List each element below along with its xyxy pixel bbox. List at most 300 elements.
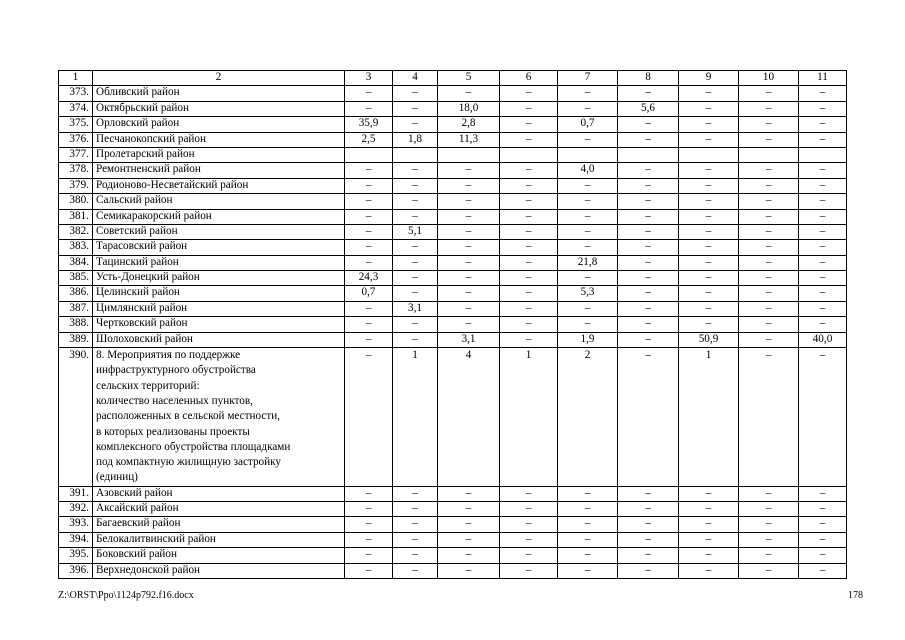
section-description-line: 8. Мероприятия по поддержке bbox=[96, 349, 241, 362]
header-cell: 6 bbox=[500, 71, 558, 86]
value-cell: – bbox=[558, 224, 618, 239]
value-cell: – bbox=[345, 301, 393, 316]
value-cell: – bbox=[393, 563, 438, 578]
value-cell: – bbox=[393, 532, 438, 547]
value-cell: – bbox=[345, 224, 393, 239]
value-cell: 21,8 bbox=[558, 255, 618, 270]
row-number: 387. bbox=[59, 301, 93, 316]
value-cell: – bbox=[393, 240, 438, 255]
value-cell: – bbox=[345, 348, 393, 487]
value-cell: – bbox=[500, 271, 558, 286]
value-cell: – bbox=[558, 532, 618, 547]
district-name: Советский район bbox=[93, 224, 345, 239]
district-name: Орловский район bbox=[93, 117, 345, 132]
district-name: Верхнедонской район bbox=[93, 563, 345, 578]
page-number: 178 bbox=[848, 590, 863, 601]
row-number: 390. bbox=[59, 348, 93, 487]
value-cell bbox=[739, 147, 799, 162]
value-cell: – bbox=[558, 301, 618, 316]
value-cell: – bbox=[739, 532, 799, 547]
value-cell: – bbox=[739, 194, 799, 209]
value-cell: 4,0 bbox=[558, 163, 618, 178]
value-cell: – bbox=[438, 532, 500, 547]
value-cell: 2 bbox=[558, 348, 618, 487]
value-cell: – bbox=[799, 86, 847, 101]
row-number: 395. bbox=[59, 548, 93, 563]
value-cell: – bbox=[438, 301, 500, 316]
value-cell: – bbox=[799, 163, 847, 178]
district-name: Родионово-Несветайский район bbox=[93, 178, 345, 193]
value-cell: – bbox=[739, 209, 799, 224]
district-name: Целинский район bbox=[93, 286, 345, 301]
value-cell: – bbox=[558, 271, 618, 286]
value-cell: – bbox=[618, 194, 679, 209]
value-cell: – bbox=[500, 286, 558, 301]
value-cell: – bbox=[679, 209, 739, 224]
value-cell: – bbox=[500, 255, 558, 270]
value-cell: – bbox=[438, 271, 500, 286]
value-cell: – bbox=[679, 86, 739, 101]
header-cell: 7 bbox=[558, 71, 618, 86]
value-cell: – bbox=[393, 209, 438, 224]
row-number: 394. bbox=[59, 532, 93, 547]
row-number: 385. bbox=[59, 271, 93, 286]
value-cell: – bbox=[618, 532, 679, 547]
table-row bbox=[59, 517, 847, 532]
value-cell: – bbox=[679, 117, 739, 132]
value-cell: – bbox=[345, 209, 393, 224]
value-cell: – bbox=[618, 286, 679, 301]
row-number: 382. bbox=[59, 224, 93, 239]
value-cell: 1,9 bbox=[558, 332, 618, 347]
value-cell: – bbox=[345, 86, 393, 101]
value-cell: – bbox=[799, 286, 847, 301]
value-cell: – bbox=[618, 486, 679, 501]
value-cell: 2,8 bbox=[438, 117, 500, 132]
value-cell: – bbox=[345, 240, 393, 255]
section-description-line: под компактную жилищную застройку bbox=[96, 456, 281, 469]
value-cell: 4 bbox=[438, 348, 500, 487]
value-cell: – bbox=[345, 502, 393, 517]
value-cell: – bbox=[558, 486, 618, 501]
value-cell: – bbox=[438, 255, 500, 270]
district-name: Семикаракорский район bbox=[93, 209, 345, 224]
table-row bbox=[59, 286, 847, 301]
value-cell: – bbox=[500, 178, 558, 193]
district-name: Ремонтненский район bbox=[93, 163, 345, 178]
district-name: Аксайский район bbox=[93, 502, 345, 517]
value-cell: – bbox=[739, 178, 799, 193]
value-cell: – bbox=[739, 517, 799, 532]
value-cell: – bbox=[438, 486, 500, 501]
table-body bbox=[59, 71, 847, 579]
value-cell: – bbox=[618, 209, 679, 224]
table-row bbox=[59, 563, 847, 578]
value-cell: – bbox=[393, 486, 438, 501]
header-cell: 10 bbox=[739, 71, 799, 86]
value-cell: – bbox=[438, 224, 500, 239]
value-cell: – bbox=[558, 548, 618, 563]
value-cell: – bbox=[438, 163, 500, 178]
value-cell: 35,9 bbox=[345, 117, 393, 132]
footer-file-path: Z:\ORST\Ppo\1124p792.f16.docx bbox=[58, 590, 194, 601]
value-cell bbox=[500, 147, 558, 162]
value-cell: – bbox=[393, 178, 438, 193]
table-row bbox=[59, 240, 847, 255]
district-name: Сальский район bbox=[93, 194, 345, 209]
value-cell: – bbox=[679, 240, 739, 255]
value-cell: – bbox=[393, 317, 438, 332]
value-cell: – bbox=[739, 286, 799, 301]
value-cell: – bbox=[739, 486, 799, 501]
value-cell: – bbox=[739, 163, 799, 178]
row-number: 393. bbox=[59, 517, 93, 532]
value-cell: – bbox=[739, 101, 799, 116]
value-cell: – bbox=[345, 563, 393, 578]
value-cell: – bbox=[558, 132, 618, 147]
row-number: 373. bbox=[59, 86, 93, 101]
value-cell: – bbox=[799, 101, 847, 116]
value-cell: – bbox=[679, 224, 739, 239]
value-cell: – bbox=[393, 332, 438, 347]
value-cell: – bbox=[500, 209, 558, 224]
value-cell: – bbox=[799, 178, 847, 193]
value-cell: – bbox=[799, 563, 847, 578]
value-cell: – bbox=[799, 548, 847, 563]
value-cell: – bbox=[500, 502, 558, 517]
value-cell: – bbox=[438, 317, 500, 332]
value-cell: – bbox=[739, 224, 799, 239]
value-cell bbox=[438, 147, 500, 162]
value-cell: – bbox=[799, 194, 847, 209]
value-cell: – bbox=[393, 502, 438, 517]
value-cell: – bbox=[618, 548, 679, 563]
header-cell: 2 bbox=[93, 71, 345, 86]
value-cell: – bbox=[393, 163, 438, 178]
value-cell: – bbox=[799, 271, 847, 286]
district-name: Багаевский район bbox=[93, 517, 345, 532]
header-cell: 8 bbox=[618, 71, 679, 86]
value-cell: – bbox=[679, 502, 739, 517]
value-cell: – bbox=[739, 317, 799, 332]
value-cell: – bbox=[679, 163, 739, 178]
table-row bbox=[59, 117, 847, 132]
row-number: 378. bbox=[59, 163, 93, 178]
value-cell: – bbox=[500, 132, 558, 147]
value-cell: – bbox=[799, 132, 847, 147]
district-name: Обливский район bbox=[93, 86, 345, 101]
value-cell: – bbox=[799, 486, 847, 501]
value-cell: 50,9 bbox=[679, 332, 739, 347]
district-name: Шолоховский район bbox=[93, 332, 345, 347]
value-cell: – bbox=[739, 86, 799, 101]
value-cell: – bbox=[438, 286, 500, 301]
value-cell: – bbox=[558, 209, 618, 224]
value-cell: – bbox=[438, 563, 500, 578]
header-cell: 3 bbox=[345, 71, 393, 86]
row-number: 377. bbox=[59, 147, 93, 162]
value-cell: – bbox=[558, 86, 618, 101]
header-cell: 9 bbox=[679, 71, 739, 86]
value-cell bbox=[345, 147, 393, 162]
section-description-line: инфраструктурного обустройства bbox=[96, 364, 256, 377]
value-cell: – bbox=[739, 117, 799, 132]
value-cell: – bbox=[345, 163, 393, 178]
value-cell: – bbox=[558, 240, 618, 255]
value-cell: – bbox=[799, 502, 847, 517]
value-cell: – bbox=[739, 332, 799, 347]
value-cell: – bbox=[500, 532, 558, 547]
value-cell: – bbox=[345, 532, 393, 547]
table-row bbox=[59, 194, 847, 209]
value-cell: – bbox=[679, 286, 739, 301]
district-name: Усть-Донецкий район bbox=[93, 271, 345, 286]
value-cell: – bbox=[438, 209, 500, 224]
value-cell: – bbox=[739, 502, 799, 517]
section-description-line: комплексного обустройства площадками bbox=[96, 440, 291, 453]
district-name: Тацинский район bbox=[93, 255, 345, 270]
value-cell: – bbox=[393, 517, 438, 532]
value-cell: 1 bbox=[500, 348, 558, 487]
value-cell: – bbox=[799, 224, 847, 239]
value-cell: 5,1 bbox=[393, 224, 438, 239]
table-row bbox=[59, 486, 847, 501]
value-cell: – bbox=[438, 548, 500, 563]
value-cell: – bbox=[679, 563, 739, 578]
district-name: Белокалитвинский район bbox=[93, 532, 345, 547]
value-cell: – bbox=[679, 194, 739, 209]
row-number: 396. bbox=[59, 563, 93, 578]
value-cell: – bbox=[679, 255, 739, 270]
header-row bbox=[59, 71, 847, 86]
table-row bbox=[59, 101, 847, 116]
value-cell: 40,0 bbox=[799, 332, 847, 347]
value-cell: – bbox=[679, 132, 739, 147]
value-cell: – bbox=[799, 117, 847, 132]
value-cell: – bbox=[618, 163, 679, 178]
section-description-line: в которых реализованы проекты bbox=[96, 425, 250, 438]
value-cell: – bbox=[438, 194, 500, 209]
value-cell: 24,3 bbox=[345, 271, 393, 286]
table-row bbox=[59, 532, 847, 547]
value-cell: – bbox=[345, 317, 393, 332]
value-cell: – bbox=[679, 486, 739, 501]
table-row bbox=[59, 163, 847, 178]
value-cell: – bbox=[739, 271, 799, 286]
header-cell: 4 bbox=[393, 71, 438, 86]
row-number: 386. bbox=[59, 286, 93, 301]
value-cell: – bbox=[739, 348, 799, 487]
value-cell: – bbox=[679, 517, 739, 532]
value-cell: – bbox=[500, 224, 558, 239]
value-cell: – bbox=[345, 101, 393, 116]
value-cell bbox=[799, 147, 847, 162]
table-row bbox=[59, 332, 847, 347]
value-cell: – bbox=[558, 317, 618, 332]
value-cell: – bbox=[393, 548, 438, 563]
row-number: 376. bbox=[59, 132, 93, 147]
row-number: 374. bbox=[59, 101, 93, 116]
value-cell: – bbox=[618, 224, 679, 239]
value-cell: – bbox=[345, 178, 393, 193]
value-cell: – bbox=[679, 532, 739, 547]
value-cell: 5,3 bbox=[558, 286, 618, 301]
value-cell: – bbox=[500, 101, 558, 116]
value-cell: – bbox=[558, 502, 618, 517]
value-cell: – bbox=[438, 178, 500, 193]
value-cell: – bbox=[799, 517, 847, 532]
row-number: 388. bbox=[59, 317, 93, 332]
value-cell: – bbox=[618, 255, 679, 270]
value-cell: – bbox=[500, 332, 558, 347]
value-cell: – bbox=[393, 194, 438, 209]
value-cell: – bbox=[739, 255, 799, 270]
row-number: 381. bbox=[59, 209, 93, 224]
value-cell: – bbox=[500, 194, 558, 209]
value-cell: – bbox=[679, 101, 739, 116]
row-number: 383. bbox=[59, 240, 93, 255]
table-row bbox=[59, 502, 847, 517]
value-cell: – bbox=[393, 286, 438, 301]
value-cell: – bbox=[393, 271, 438, 286]
value-cell: – bbox=[618, 271, 679, 286]
value-cell: – bbox=[500, 548, 558, 563]
row-number: 380. bbox=[59, 194, 93, 209]
value-cell: – bbox=[618, 517, 679, 532]
value-cell: – bbox=[739, 301, 799, 316]
value-cell: 18,0 bbox=[438, 101, 500, 116]
district-name: Октябрьский район bbox=[93, 101, 345, 116]
table-row bbox=[59, 224, 847, 239]
value-cell: – bbox=[679, 301, 739, 316]
value-cell: – bbox=[618, 240, 679, 255]
value-cell: – bbox=[679, 271, 739, 286]
value-cell bbox=[558, 147, 618, 162]
table-row bbox=[59, 317, 847, 332]
value-cell: – bbox=[345, 332, 393, 347]
row-number: 391. bbox=[59, 486, 93, 501]
value-cell: – bbox=[799, 317, 847, 332]
value-cell: – bbox=[500, 517, 558, 532]
value-cell: – bbox=[618, 178, 679, 193]
value-cell: – bbox=[393, 255, 438, 270]
value-cell: – bbox=[500, 486, 558, 501]
value-cell: – bbox=[558, 101, 618, 116]
table-row bbox=[59, 132, 847, 147]
value-cell: 3,1 bbox=[393, 301, 438, 316]
value-cell: – bbox=[618, 348, 679, 487]
value-cell: – bbox=[739, 548, 799, 563]
value-cell: 0,7 bbox=[558, 117, 618, 132]
value-cell: – bbox=[799, 255, 847, 270]
table-row bbox=[59, 86, 847, 101]
table-row bbox=[59, 209, 847, 224]
value-cell: – bbox=[679, 548, 739, 563]
district-name: Чертковский район bbox=[93, 317, 345, 332]
row-number: 384. bbox=[59, 255, 93, 270]
value-cell: 11,3 bbox=[438, 132, 500, 147]
section-description bbox=[93, 348, 345, 487]
table-row bbox=[59, 548, 847, 563]
section-description-line: количество населенных пунктов, bbox=[96, 394, 253, 407]
value-cell: – bbox=[438, 517, 500, 532]
value-cell: – bbox=[345, 194, 393, 209]
value-cell: – bbox=[500, 240, 558, 255]
value-cell: – bbox=[500, 301, 558, 316]
value-cell: – bbox=[558, 563, 618, 578]
value-cell bbox=[393, 147, 438, 162]
value-cell: 5,6 bbox=[618, 101, 679, 116]
value-cell: – bbox=[500, 117, 558, 132]
value-cell bbox=[679, 147, 739, 162]
district-name: Пролетарский район bbox=[93, 147, 345, 162]
value-cell: – bbox=[679, 178, 739, 193]
value-cell: 3,1 bbox=[438, 332, 500, 347]
section-row bbox=[59, 348, 847, 487]
table-row bbox=[59, 271, 847, 286]
value-cell: – bbox=[799, 301, 847, 316]
district-name: Тарасовский район bbox=[93, 240, 345, 255]
value-cell: – bbox=[679, 317, 739, 332]
value-cell: – bbox=[799, 348, 847, 487]
value-cell: – bbox=[739, 563, 799, 578]
value-cell: – bbox=[618, 563, 679, 578]
district-name: Цимлянский район bbox=[93, 301, 345, 316]
value-cell: 1 bbox=[393, 348, 438, 487]
value-cell: 2,5 bbox=[345, 132, 393, 147]
header-cell: 1 bbox=[59, 71, 93, 86]
value-cell: – bbox=[345, 486, 393, 501]
table-row bbox=[59, 255, 847, 270]
value-cell: – bbox=[438, 502, 500, 517]
table-row bbox=[59, 301, 847, 316]
value-cell: – bbox=[618, 301, 679, 316]
data-table bbox=[58, 70, 847, 579]
value-cell: – bbox=[618, 86, 679, 101]
value-cell: – bbox=[618, 332, 679, 347]
value-cell: – bbox=[739, 240, 799, 255]
value-cell: – bbox=[558, 178, 618, 193]
value-cell: – bbox=[500, 163, 558, 178]
value-cell: – bbox=[799, 209, 847, 224]
table-row bbox=[59, 147, 847, 162]
value-cell: – bbox=[739, 132, 799, 147]
row-number: 379. bbox=[59, 178, 93, 193]
value-cell: – bbox=[345, 517, 393, 532]
district-name: Песчанокопский район bbox=[93, 132, 345, 147]
value-cell: – bbox=[393, 86, 438, 101]
value-cell: – bbox=[558, 517, 618, 532]
value-cell: – bbox=[618, 132, 679, 147]
value-cell: – bbox=[500, 86, 558, 101]
section-description-line: (единиц) bbox=[96, 471, 138, 484]
header-cell: 11 bbox=[799, 71, 847, 86]
value-cell: – bbox=[393, 117, 438, 132]
value-cell: – bbox=[799, 240, 847, 255]
value-cell: 1,8 bbox=[393, 132, 438, 147]
value-cell: – bbox=[618, 502, 679, 517]
row-number: 375. bbox=[59, 117, 93, 132]
value-cell: – bbox=[618, 317, 679, 332]
row-number: 389. bbox=[59, 332, 93, 347]
value-cell: – bbox=[500, 563, 558, 578]
value-cell: – bbox=[618, 117, 679, 132]
district-name: Боковский район bbox=[93, 548, 345, 563]
value-cell: – bbox=[345, 548, 393, 563]
value-cell: 0,7 bbox=[345, 286, 393, 301]
section-description-line: сельских территорий: bbox=[96, 379, 200, 392]
value-cell: – bbox=[558, 194, 618, 209]
